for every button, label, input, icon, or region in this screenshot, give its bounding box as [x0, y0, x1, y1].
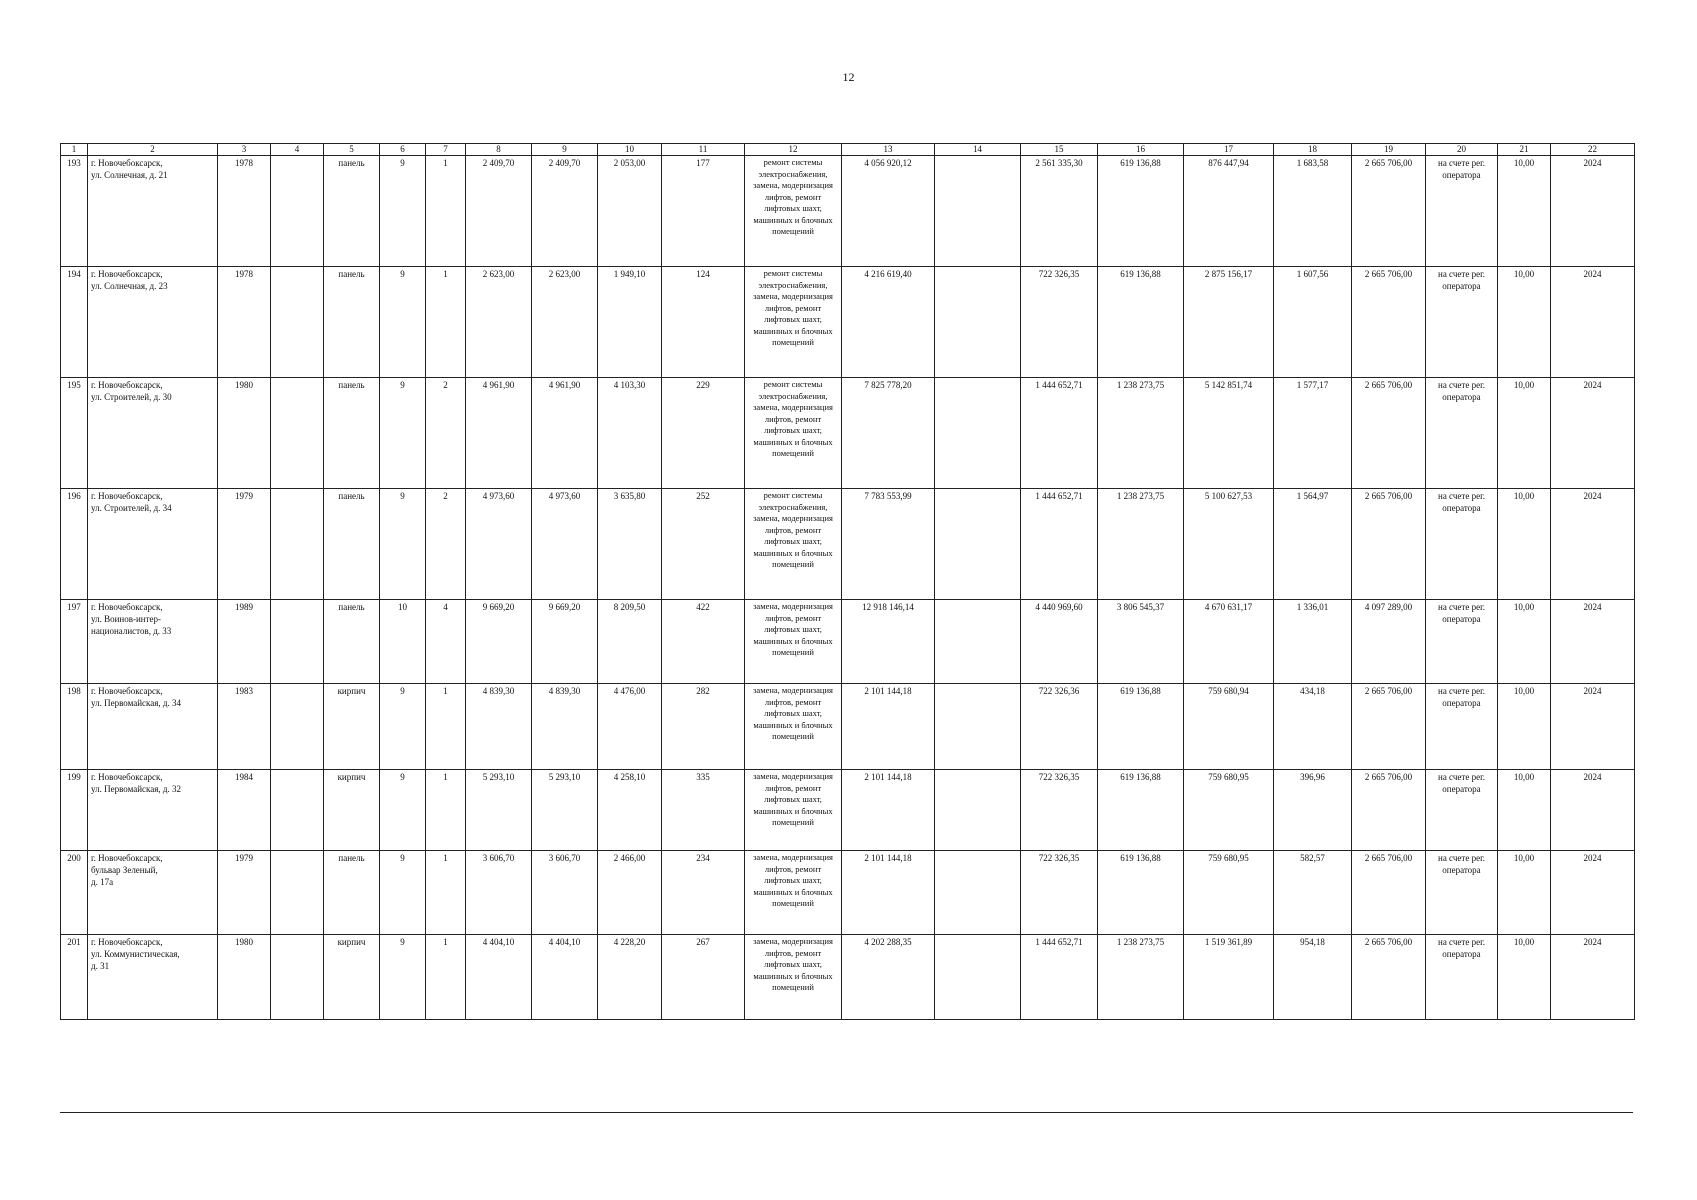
- address-cell: г. Новочебоксарск, ул. Воинов-интер- националистов, д. 33: [88, 600, 218, 684]
- cost-col-15: 2 561 335,30: [1021, 156, 1098, 267]
- floors-count: 9: [380, 851, 426, 935]
- total-area: 2 623,00: [466, 267, 532, 378]
- house-area: 9 669,20: [532, 600, 598, 684]
- limit-cost: 4 097 289,00: [1352, 600, 1426, 684]
- total-area: 2 409,70: [466, 156, 532, 267]
- row-number: 193: [61, 156, 88, 267]
- works-description: замена, модернизация лифтов, ремонт лифтовых шахт, машинных и блочных помещений: [745, 600, 842, 684]
- col-21-value: 10,00: [1498, 600, 1551, 684]
- address-cell: г. Новочебоксарск, ул. Солнечная, д. 21: [88, 156, 218, 267]
- works-description: замена, модернизация лифтов, ремонт лифтовых шахт, машинных и блочных помещений: [745, 770, 842, 851]
- column-number-21: 21: [1498, 144, 1551, 156]
- construction-year: 1979: [218, 851, 271, 935]
- cost-col-16: 3 806 545,37: [1098, 600, 1184, 684]
- table-row: [61, 378, 1635, 489]
- residential-area: 4 476,00: [598, 684, 662, 770]
- address-cell: г. Новочебоксарск, ул. Строителей, д. 30: [88, 378, 218, 489]
- column-number-row: [61, 144, 1635, 156]
- total-cost: 7 783 553,99: [842, 489, 935, 600]
- total-area: 4 404,10: [466, 935, 532, 1020]
- total-area: 9 669,20: [466, 600, 532, 684]
- entrances-count: 2: [426, 378, 466, 489]
- col-4-cell: [271, 851, 324, 935]
- residents-count: 282: [662, 684, 745, 770]
- house-area: 3 606,70: [532, 851, 598, 935]
- address-cell: г. Новочебоксарск, ул. Первомайская, д. 32: [88, 770, 218, 851]
- residential-area: 4 228,20: [598, 935, 662, 1020]
- house-area: 2 409,70: [532, 156, 598, 267]
- wall-material: панель: [324, 156, 380, 267]
- col-21-value: 10,00: [1498, 267, 1551, 378]
- cost-col-16: 619 136,88: [1098, 770, 1184, 851]
- column-number-15: 15: [1021, 144, 1098, 156]
- limit-cost: 2 665 706,00: [1352, 935, 1426, 1020]
- construction-year: 1983: [218, 684, 271, 770]
- cost-col-17: 876 447,94: [1184, 156, 1274, 267]
- col-4-cell: [271, 770, 324, 851]
- address-cell: г. Новочебоксарск, ул. Солнечная, д. 23: [88, 267, 218, 378]
- unit-cost: 396,96: [1274, 770, 1352, 851]
- wall-material: панель: [324, 378, 380, 489]
- house-area: 4 973,60: [532, 489, 598, 600]
- column-number-7: 7: [426, 144, 466, 156]
- column-number-12: 12: [745, 144, 842, 156]
- construction-year: 1984: [218, 770, 271, 851]
- cost-col-17: 5 100 627,53: [1184, 489, 1274, 600]
- column-number-11: 11: [662, 144, 745, 156]
- table-body: [61, 156, 1635, 1020]
- cost-col-15: 722 326,35: [1021, 770, 1098, 851]
- cost-col-16: 619 136,88: [1098, 684, 1184, 770]
- col-14-cell: [935, 851, 1021, 935]
- total-cost: 2 101 144,18: [842, 770, 935, 851]
- limit-cost: 2 665 706,00: [1352, 156, 1426, 267]
- col-14-cell: [935, 600, 1021, 684]
- total-area: 4 973,60: [466, 489, 532, 600]
- table-row: [61, 156, 1635, 267]
- works-description: ремонт системы электроснабжения, замена, модернизация лифтов, ремонт лифтовых шахт, машинных и блочных помещений: [745, 267, 842, 378]
- completion-year: 2024: [1551, 851, 1635, 935]
- column-number-19: 19: [1352, 144, 1426, 156]
- col-21-value: 10,00: [1498, 851, 1551, 935]
- cost-col-16: 1 238 273,75: [1098, 935, 1184, 1020]
- entrances-count: 1: [426, 156, 466, 267]
- total-cost: 4 056 920,12: [842, 156, 935, 267]
- col-4-cell: [271, 489, 324, 600]
- row-number: 194: [61, 267, 88, 378]
- wall-material: панель: [324, 851, 380, 935]
- column-number-18: 18: [1274, 144, 1352, 156]
- works-description: замена, модернизация лифтов, ремонт лифтовых шахт, машинных и блочных помещений: [745, 851, 842, 935]
- col-21-value: 10,00: [1498, 489, 1551, 600]
- col-4-cell: [271, 935, 324, 1020]
- col-14-cell: [935, 156, 1021, 267]
- limit-cost: 2 665 706,00: [1352, 378, 1426, 489]
- cost-col-17: 759 680,95: [1184, 770, 1274, 851]
- col-4-cell: [271, 378, 324, 489]
- unit-cost: 1 607,56: [1274, 267, 1352, 378]
- wall-material: панель: [324, 489, 380, 600]
- residents-count: 229: [662, 378, 745, 489]
- row-number: 197: [61, 600, 88, 684]
- address-cell: г. Новочебоксарск, бульвар Зеленый, д. 17а: [88, 851, 218, 935]
- works-description: ремонт системы электроснабжения, замена, модернизация лифтов, ремонт лифтовых шахт, машинных и блочных помещений: [745, 378, 842, 489]
- wall-material: кирпич: [324, 935, 380, 1020]
- limit-cost: 2 665 706,00: [1352, 684, 1426, 770]
- row-number: 195: [61, 378, 88, 489]
- table-row: [61, 935, 1635, 1020]
- construction-year: 1979: [218, 489, 271, 600]
- funding-method: на счете рег. оператора: [1426, 267, 1498, 378]
- page-number: 12: [842, 70, 855, 84]
- col-4-cell: [271, 156, 324, 267]
- funding-method: на счете рег. оператора: [1426, 378, 1498, 489]
- completion-year: 2024: [1551, 600, 1635, 684]
- col-21-value: 10,00: [1498, 156, 1551, 267]
- completion-year: 2024: [1551, 378, 1635, 489]
- limit-cost: 2 665 706,00: [1352, 770, 1426, 851]
- column-number-17: 17: [1184, 144, 1274, 156]
- cost-col-16: 619 136,88: [1098, 156, 1184, 267]
- col-14-cell: [935, 935, 1021, 1020]
- unit-cost: 434,18: [1274, 684, 1352, 770]
- residential-area: 8 209,50: [598, 600, 662, 684]
- col-14-cell: [935, 770, 1021, 851]
- cost-col-17: 1 519 361,89: [1184, 935, 1274, 1020]
- total-cost: 2 101 144,18: [842, 851, 935, 935]
- col-21-value: 10,00: [1498, 935, 1551, 1020]
- cost-col-16: 619 136,88: [1098, 267, 1184, 378]
- residents-count: 124: [662, 267, 745, 378]
- residential-area: 2 053,00: [598, 156, 662, 267]
- construction-year: 1989: [218, 600, 271, 684]
- unit-cost: 582,57: [1274, 851, 1352, 935]
- funding-method: на счете рег. оператора: [1426, 600, 1498, 684]
- column-number-1: 1: [61, 144, 88, 156]
- total-cost: 4 216 619,40: [842, 267, 935, 378]
- residential-area: 4 103,30: [598, 378, 662, 489]
- funding-method: на счете рег. оператора: [1426, 489, 1498, 600]
- works-description: ремонт системы электроснабжения, замена, модернизация лифтов, ремонт лифтовых шахт, машинных и блочных помещений: [745, 489, 842, 600]
- floors-count: 9: [380, 156, 426, 267]
- table-row: [61, 770, 1635, 851]
- column-number-3: 3: [218, 144, 271, 156]
- total-area: 5 293,10: [466, 770, 532, 851]
- entrances-count: 1: [426, 851, 466, 935]
- row-number: 201: [61, 935, 88, 1020]
- col-4-cell: [271, 600, 324, 684]
- column-number-10: 10: [598, 144, 662, 156]
- cost-col-15: 4 440 969,60: [1021, 600, 1098, 684]
- construction-year: 1978: [218, 267, 271, 378]
- row-number: 200: [61, 851, 88, 935]
- residential-area: 1 949,10: [598, 267, 662, 378]
- column-number-8: 8: [466, 144, 532, 156]
- unit-cost: 1 336,01: [1274, 600, 1352, 684]
- funding-method: на счете рег. оператора: [1426, 156, 1498, 267]
- construction-year: 1980: [218, 935, 271, 1020]
- total-cost: 7 825 778,20: [842, 378, 935, 489]
- wall-material: панель: [324, 267, 380, 378]
- col-14-cell: [935, 489, 1021, 600]
- total-cost: 2 101 144,18: [842, 684, 935, 770]
- col-21-value: 10,00: [1498, 770, 1551, 851]
- col-21-value: 10,00: [1498, 378, 1551, 489]
- wall-material: панель: [324, 600, 380, 684]
- residents-count: 252: [662, 489, 745, 600]
- house-area: 2 623,00: [532, 267, 598, 378]
- completion-year: 2024: [1551, 156, 1635, 267]
- residents-count: 267: [662, 935, 745, 1020]
- bottom-rule: [60, 1112, 1633, 1113]
- unit-cost: 1 564,97: [1274, 489, 1352, 600]
- row-number: 199: [61, 770, 88, 851]
- completion-year: 2024: [1551, 935, 1635, 1020]
- cost-col-15: 722 326,35: [1021, 267, 1098, 378]
- col-21-value: 10,00: [1498, 684, 1551, 770]
- row-number: 196: [61, 489, 88, 600]
- works-description: замена, модернизация лифтов, ремонт лифтовых шахт, машинных и блочных помещений: [745, 684, 842, 770]
- residential-area: 4 258,10: [598, 770, 662, 851]
- unit-cost: 1 683,58: [1274, 156, 1352, 267]
- residential-area: 2 466,00: [598, 851, 662, 935]
- wall-material: кирпич: [324, 770, 380, 851]
- total-cost: 12 918 146,14: [842, 600, 935, 684]
- cost-col-16: 619 136,88: [1098, 851, 1184, 935]
- house-area: 5 293,10: [532, 770, 598, 851]
- construction-year: 1978: [218, 156, 271, 267]
- column-number-2: 2: [88, 144, 218, 156]
- col-14-cell: [935, 378, 1021, 489]
- completion-year: 2024: [1551, 489, 1635, 600]
- limit-cost: 2 665 706,00: [1352, 267, 1426, 378]
- column-number-20: 20: [1426, 144, 1498, 156]
- table-row: [61, 684, 1635, 770]
- address-cell: г. Новочебоксарск, ул. Строителей, д. 34: [88, 489, 218, 600]
- residents-count: 422: [662, 600, 745, 684]
- entrances-count: 2: [426, 489, 466, 600]
- completion-year: 2024: [1551, 684, 1635, 770]
- unit-cost: 954,18: [1274, 935, 1352, 1020]
- floors-count: 9: [380, 378, 426, 489]
- completion-year: 2024: [1551, 267, 1635, 378]
- funding-method: на счете рег. оператора: [1426, 770, 1498, 851]
- cost-col-17: 759 680,95: [1184, 851, 1274, 935]
- column-number-9: 9: [532, 144, 598, 156]
- floors-count: 9: [380, 489, 426, 600]
- house-area: 4 839,30: [532, 684, 598, 770]
- total-cost: 4 202 288,35: [842, 935, 935, 1020]
- cost-col-15: 722 326,35: [1021, 851, 1098, 935]
- floors-count: 9: [380, 935, 426, 1020]
- column-number-14: 14: [935, 144, 1021, 156]
- works-description: замена, модернизация лифтов, ремонт лифтовых шахт, машинных и блочных помещений: [745, 935, 842, 1020]
- cost-col-15: 1 444 652,71: [1021, 378, 1098, 489]
- residents-count: 177: [662, 156, 745, 267]
- entrances-count: 1: [426, 267, 466, 378]
- total-area: 4 839,30: [466, 684, 532, 770]
- floors-count: 10: [380, 600, 426, 684]
- residential-area: 3 635,80: [598, 489, 662, 600]
- entrances-count: 1: [426, 684, 466, 770]
- address-cell: г. Новочебоксарск, ул. Коммунистическая, д. 31: [88, 935, 218, 1020]
- unit-cost: 1 577,17: [1274, 378, 1352, 489]
- column-number-4: 4: [271, 144, 324, 156]
- column-number-16: 16: [1098, 144, 1184, 156]
- column-number-5: 5: [324, 144, 380, 156]
- cost-col-17: 2 875 156,17: [1184, 267, 1274, 378]
- column-number-6: 6: [380, 144, 426, 156]
- house-area: 4 961,90: [532, 378, 598, 489]
- cost-col-16: 1 238 273,75: [1098, 378, 1184, 489]
- wall-material: кирпич: [324, 684, 380, 770]
- entrances-count: 1: [426, 935, 466, 1020]
- entrances-count: 1: [426, 770, 466, 851]
- column-number-22: 22: [1551, 144, 1635, 156]
- completion-year: 2024: [1551, 770, 1635, 851]
- cost-col-17: 5 142 851,74: [1184, 378, 1274, 489]
- column-number-13: 13: [842, 144, 935, 156]
- residents-count: 234: [662, 851, 745, 935]
- funding-method: на счете рег. оператора: [1426, 935, 1498, 1020]
- cost-col-15: 1 444 652,71: [1021, 489, 1098, 600]
- floors-count: 9: [380, 267, 426, 378]
- cost-col-17: 759 680,94: [1184, 684, 1274, 770]
- total-area: 4 961,90: [466, 378, 532, 489]
- col-14-cell: [935, 684, 1021, 770]
- cost-col-16: 1 238 273,75: [1098, 489, 1184, 600]
- floors-count: 9: [380, 684, 426, 770]
- capital-repair-table: [60, 143, 1635, 1020]
- construction-year: 1980: [218, 378, 271, 489]
- col-14-cell: [935, 267, 1021, 378]
- entrances-count: 4: [426, 600, 466, 684]
- col-4-cell: [271, 684, 324, 770]
- works-description: ремонт системы электроснабжения, замена, модернизация лифтов, ремонт лифтовых шахт, машинных и блочных помещений: [745, 156, 842, 267]
- cost-col-15: 722 326,36: [1021, 684, 1098, 770]
- address-cell: г. Новочебоксарск, ул. Первомайская, д. 34: [88, 684, 218, 770]
- residents-count: 335: [662, 770, 745, 851]
- floors-count: 9: [380, 770, 426, 851]
- table-row: [61, 851, 1635, 935]
- limit-cost: 2 665 706,00: [1352, 851, 1426, 935]
- table-row: [61, 489, 1635, 600]
- cost-col-15: 1 444 652,71: [1021, 935, 1098, 1020]
- funding-method: на счете рег. оператора: [1426, 684, 1498, 770]
- cost-col-17: 4 670 631,17: [1184, 600, 1274, 684]
- house-area: 4 404,10: [532, 935, 598, 1020]
- table-row: [61, 267, 1635, 378]
- col-4-cell: [271, 267, 324, 378]
- limit-cost: 2 665 706,00: [1352, 489, 1426, 600]
- funding-method: на счете рег. оператора: [1426, 851, 1498, 935]
- total-area: 3 606,70: [466, 851, 532, 935]
- row-number: 198: [61, 684, 88, 770]
- table-row: [61, 600, 1635, 684]
